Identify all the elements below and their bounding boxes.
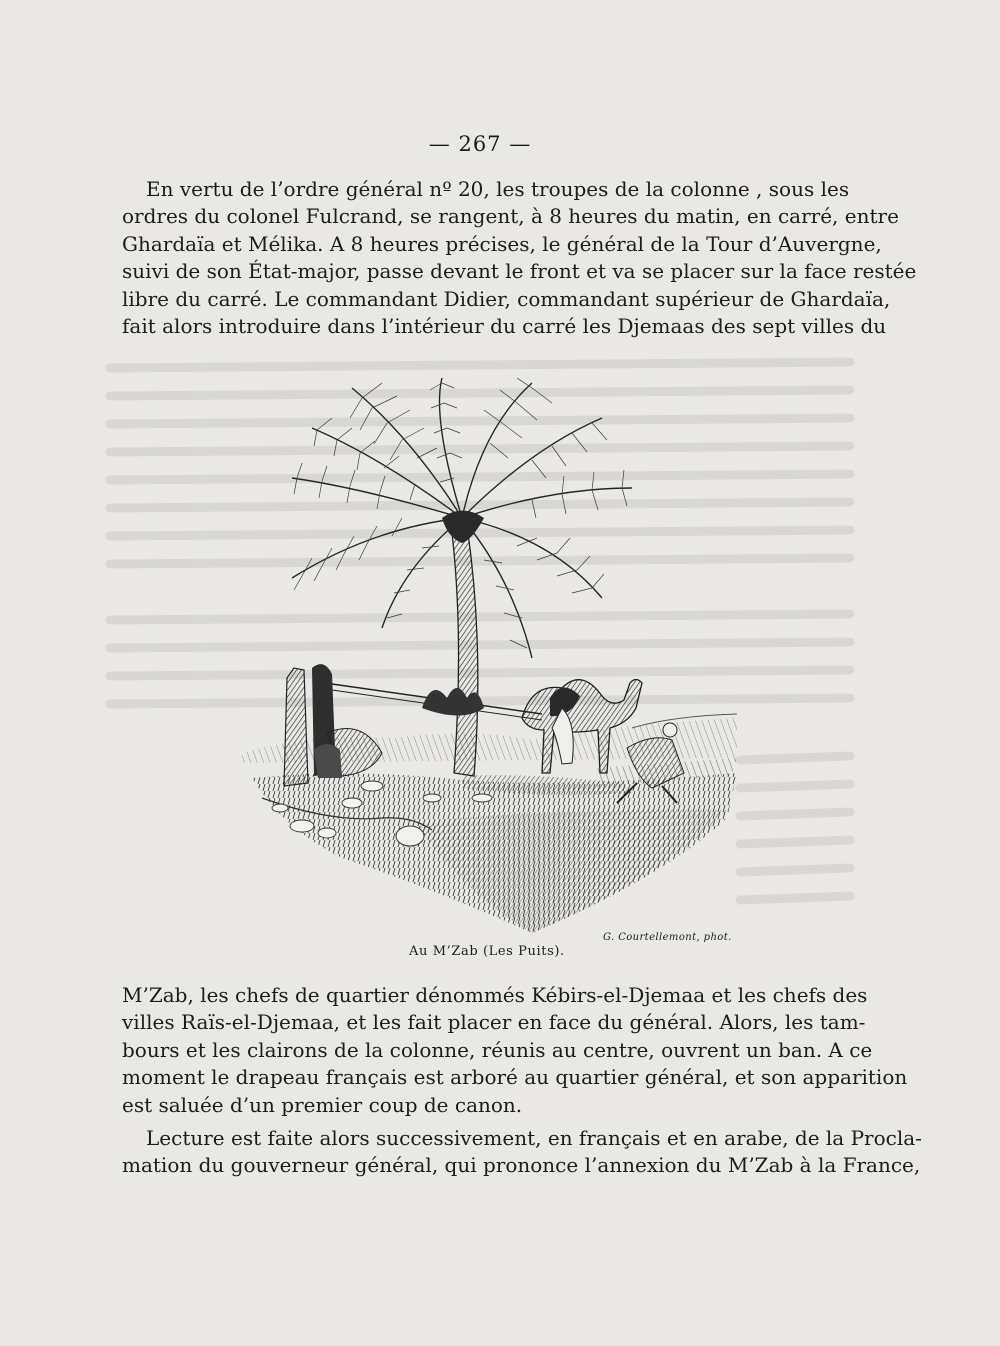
photo-credit: G. Courtellemont, phot. bbox=[603, 932, 732, 943]
text-line: M’Zab, les chefs de quartier dénommés Kébirs-el-Djemaa et les chefs des bbox=[122, 983, 868, 1007]
text-line: libre du carré. Le commandant Didier, commandant supérieur de Ghardaïa, bbox=[122, 286, 891, 311]
figure-caption: Au M’Zab (Les Puits). bbox=[409, 944, 565, 959]
text-line: est saluée d’un premier coup de canon. bbox=[122, 1092, 523, 1117]
text-line: moment le drapeau français est arboré au quartier général, et son apparition bbox=[122, 1065, 908, 1090]
text-line: fait alors introduire dans l’intérieur du carré les Djemaas des sept villes du bbox=[122, 314, 887, 339]
text-line: En vertu de l’ordre général nº 20, les troupes de la colonne , sous les bbox=[146, 177, 850, 201]
text-line: Ghardaïa et Mélika. A 8 heures précises, le général de la Tour d’Auvergne, bbox=[122, 231, 882, 256]
text-line: bours et les clairons de la colonne, réunis au centre, ouvrent un ban. A ce bbox=[122, 1037, 873, 1062]
text-line: mation du gouverneur général, qui prononce l’annexion du M’Zab à la France, bbox=[122, 1153, 921, 1178]
text-line: ordres du colonel Fulcrand, se rangent, à 8 heures du matin, en carré, entre bbox=[122, 204, 899, 229]
engraving-illustration bbox=[232, 378, 742, 938]
page-number: — 267 — bbox=[428, 132, 532, 156]
paragraph-bottom bbox=[122, 982, 922, 1180]
paragraph-top bbox=[122, 176, 917, 340]
text-line: villes Raïs-el-Djemaa, et les fait placer en face du général. Alors, les tam- bbox=[122, 1010, 866, 1035]
text-line: suivi de son État-major, passe devant le front et va se placer sur la face restée bbox=[122, 259, 917, 284]
foreground-field bbox=[252, 773, 737, 933]
text-line: Lecture est faite alors successivement, en français et en arabe, de la Procla- bbox=[146, 1126, 922, 1151]
well-structure bbox=[284, 664, 542, 786]
